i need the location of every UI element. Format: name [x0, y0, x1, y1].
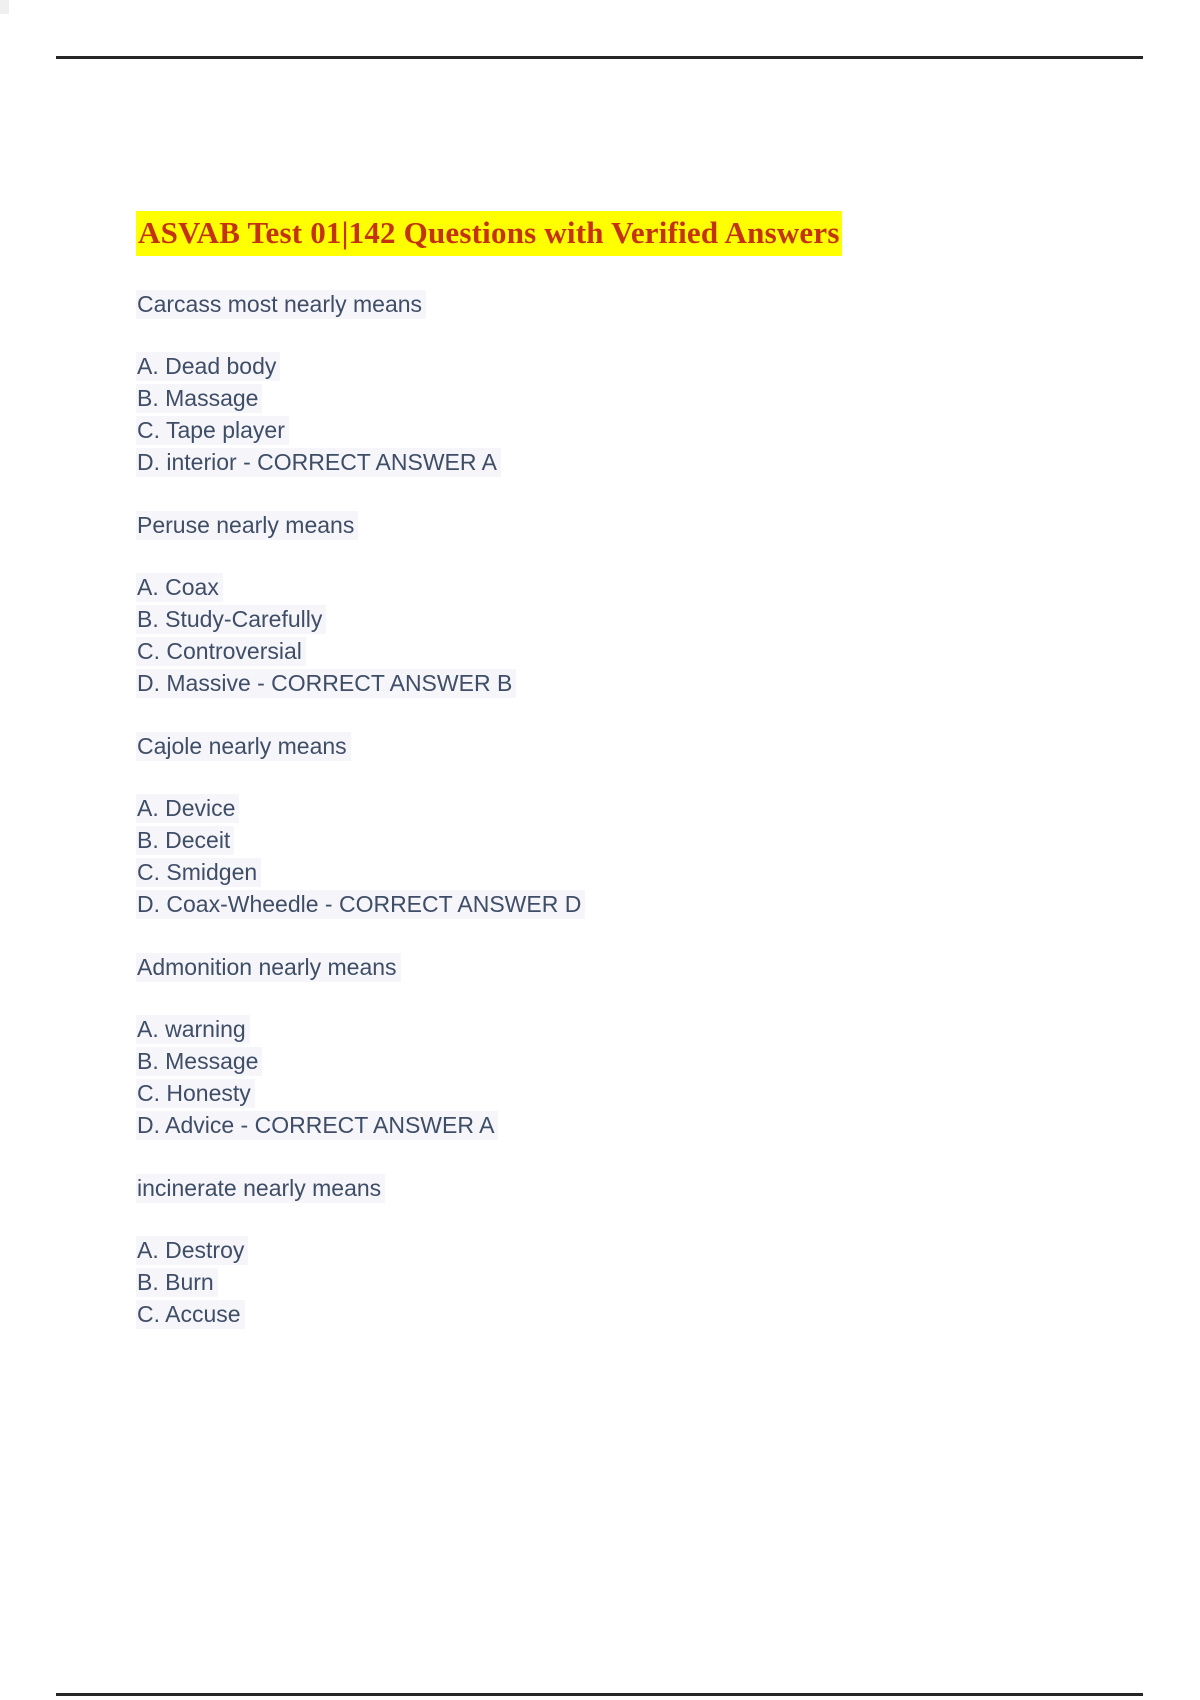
- answer-option: B. Message: [136, 1045, 1076, 1077]
- answer-option: C. Accuse: [136, 1298, 1076, 1330]
- answer-options: [136, 571, 1076, 699]
- question-prompt: Carcass most nearly means: [136, 288, 1076, 320]
- answer-options: [136, 1234, 1076, 1330]
- document-title: [136, 210, 1076, 256]
- answer-options: [136, 350, 1076, 478]
- top-rule: [56, 56, 1143, 59]
- title-highlight: ASVAB Test 01|142 Questions with Verified Answers: [136, 211, 842, 256]
- answer-option: D. Advice - CORRECT ANSWER A: [136, 1109, 1076, 1141]
- question-block: [136, 509, 1076, 699]
- question-prompt: Cajole nearly means: [136, 730, 1076, 762]
- answer-option: A. Device: [136, 792, 1076, 824]
- document-content: [136, 210, 1076, 1330]
- answer-option: C. Controversial: [136, 635, 1076, 667]
- answer-options: [136, 1013, 1076, 1141]
- answer-option: A. warning: [136, 1013, 1076, 1045]
- question-prompt: Peruse nearly means: [136, 509, 1076, 541]
- answer-option: C. Honesty: [136, 1077, 1076, 1109]
- answer-option: D. Coax-Wheedle - CORRECT ANSWER D: [136, 888, 1076, 920]
- answer-option: D. interior - CORRECT ANSWER A: [136, 446, 1076, 478]
- answer-option: B. Deceit: [136, 824, 1076, 856]
- answer-option: A. Coax: [136, 571, 1076, 603]
- answer-options: [136, 792, 1076, 920]
- question-prompt: Admonition nearly means: [136, 951, 1076, 983]
- question-block: [136, 1172, 1076, 1330]
- answer-option: A. Dead body: [136, 350, 1076, 382]
- answer-option: B. Burn: [136, 1266, 1076, 1298]
- answer-option: B. Study-Carefully: [136, 603, 1076, 635]
- question-block: [136, 951, 1076, 1141]
- question-block: [136, 288, 1076, 478]
- question-prompt: incinerate nearly means: [136, 1172, 1076, 1204]
- answer-option: B. Massage: [136, 382, 1076, 414]
- answer-option: C. Smidgen: [136, 856, 1076, 888]
- answer-option: A. Destroy: [136, 1234, 1076, 1266]
- answer-option: C. Tape player: [136, 414, 1076, 446]
- question-block: [136, 730, 1076, 920]
- scan-corner-artifact: [0, 0, 9, 14]
- bottom-rule: [56, 1693, 1143, 1696]
- answer-option: D. Massive - CORRECT ANSWER B: [136, 667, 1076, 699]
